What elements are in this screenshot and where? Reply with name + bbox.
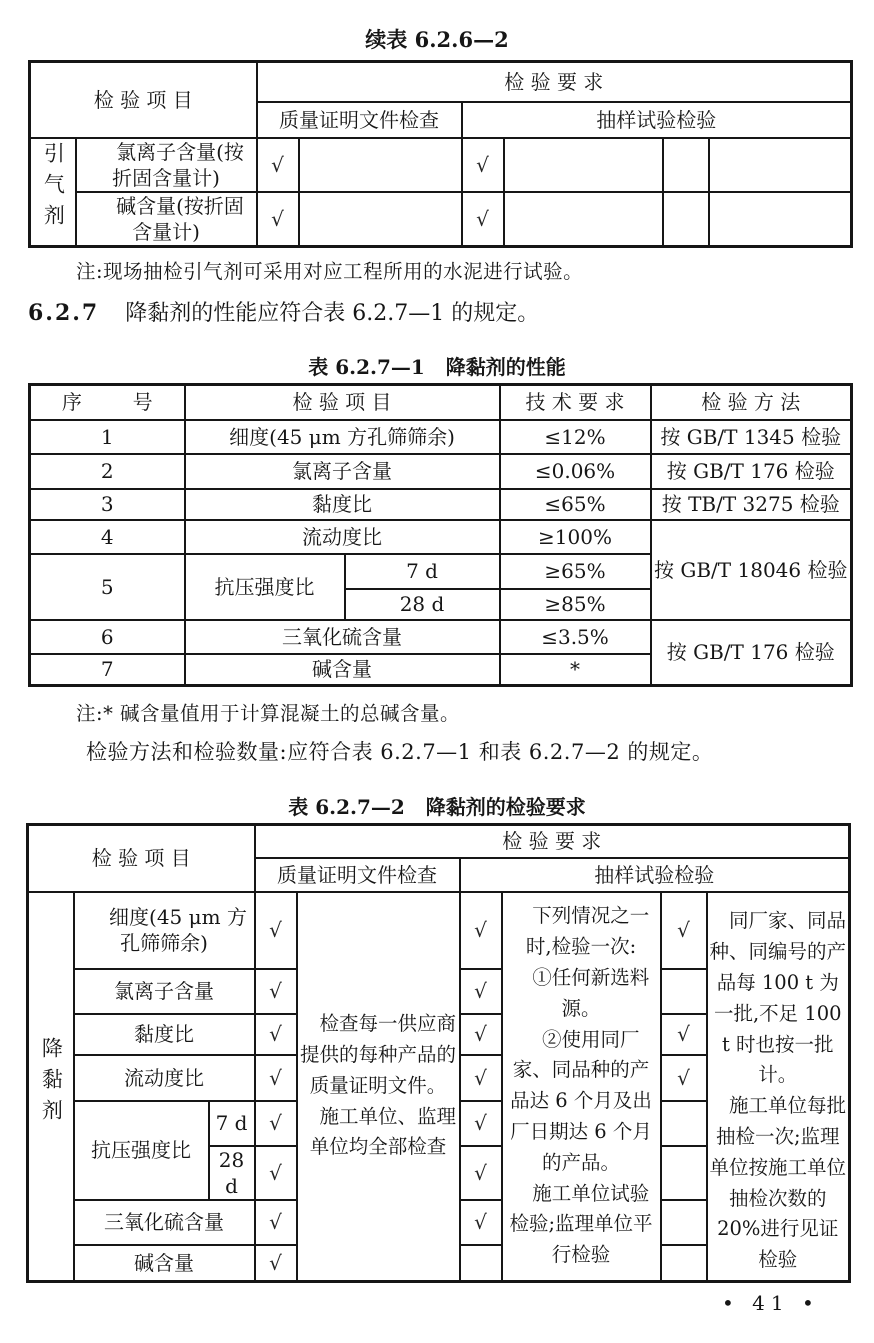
item-cell: 抗压强度比	[74, 1101, 209, 1200]
serial-cell: 6	[30, 620, 185, 654]
header-serial-no: 序 号	[30, 385, 185, 420]
item-cell: 流动度比	[185, 520, 500, 554]
header-doc-review: 质量证明文件检查	[255, 858, 460, 892]
header-sampling-test: 抽样试验检验	[460, 858, 850, 892]
serial-cell: 3	[30, 489, 185, 520]
empty-cell	[709, 192, 852, 247]
doc-check-mark: √	[255, 1055, 297, 1101]
doc-note-paragraph: 检查每一供应商提供的每种产品的质量证明文件。	[300, 1012, 457, 1097]
requirement-cell: ≥85%	[500, 589, 651, 620]
table-6-2-7-2-title: 表 6.2.7—2 降黏剂的检验要求	[288, 795, 586, 819]
age-cell: 28 d	[345, 589, 500, 620]
doc-note-paragraph: 施工单位、监理单位均全部检查	[309, 1104, 457, 1159]
table-6-2-6-2-continued	[28, 60, 853, 248]
item-cell: 氯离子含量	[74, 969, 255, 1014]
sampling-note-paragraph: ①任何新选料源。	[532, 966, 650, 1020]
age-cell: 7 d	[345, 554, 500, 589]
empty-cell	[299, 138, 462, 192]
item-cell: 黏度比	[185, 489, 500, 520]
sample-check-mark-2	[661, 969, 707, 1014]
requirement-cell: ≤12%	[500, 420, 651, 454]
serial-cell: 5	[30, 554, 185, 620]
sample-check-mark: √	[462, 138, 504, 192]
sample-check-mark-1	[460, 1245, 502, 1282]
header-inspection-requirement: 检 验 要 求	[257, 62, 852, 102]
continued-table-title: 续表 6.2.6—2	[365, 27, 509, 52]
sample-check-mark-1: √	[460, 892, 502, 969]
sampling-note-paragraph: 施工单位试验检验;监理单位平行检验	[509, 1181, 653, 1267]
serial-cell: 4	[30, 520, 185, 554]
item-cell: 碱含量(按折固含量计)	[76, 192, 257, 247]
header-sampling-test: 抽样试验检验	[462, 102, 852, 138]
sample-check-mark: √	[462, 192, 504, 247]
batch-note-paragraph: 施工单位每批抽检一次;监理单位按施工单位抽检次数的 20%进行见证检验	[709, 1094, 847, 1272]
item-cell: 细度(45 μm 方孔筛筛余)	[185, 420, 500, 454]
empty-cell	[504, 192, 663, 247]
header-doc-review: 质量证明文件检查	[257, 102, 462, 138]
group-label-air-entraining-agent: 引气剂	[30, 138, 76, 247]
sample-check-mark-1: √	[460, 1101, 502, 1146]
header-inspection-item: 检 验 项 目	[185, 385, 500, 420]
header-inspection-method: 检 验 方 法	[651, 385, 852, 420]
doc-check-mark: √	[255, 892, 297, 969]
header-inspection-requirement: 检 验 要 求	[255, 825, 850, 858]
method-cell: 按 GB/T 1345 检验	[651, 420, 852, 454]
requirement-cell: ≤3.5%	[500, 620, 651, 654]
doc-review-note-cell	[297, 892, 460, 1282]
method-cell-merged: 按 GB/T 18046 检验	[651, 520, 852, 620]
requirement-cell: ≥100%	[500, 520, 651, 554]
header-inspection-item: 检 验 项 目	[30, 62, 257, 138]
table-6-2-7-2	[26, 823, 851, 1283]
doc-check-mark: √	[255, 969, 297, 1014]
item-cell: 碱含量	[185, 654, 500, 686]
sample-check-mark-2	[661, 1200, 707, 1245]
empty-cell	[663, 138, 709, 192]
doc-check-mark: √	[255, 1101, 297, 1146]
empty-cell	[709, 138, 852, 192]
sample-check-mark-2: √	[661, 1014, 707, 1055]
age-cell: 7 d	[209, 1101, 255, 1146]
header-inspection-item: 检 验 项 目	[28, 825, 255, 892]
method-cell: 按 GB/T 176 检验	[651, 454, 852, 489]
doc-check-mark: √	[255, 1200, 297, 1245]
serial-cell: 7	[30, 654, 185, 686]
requirement-cell: *	[500, 654, 651, 686]
sample-check-mark-2: √	[661, 892, 707, 969]
doc-check-mark: √	[257, 192, 299, 247]
page-number: • 41 •	[722, 1291, 820, 1315]
empty-cell	[663, 192, 709, 247]
item-cell: 氯离子含量(按折固含量计)	[76, 138, 257, 192]
sampling-note-paragraph: ②使用同厂家、同品种的产品达 6 个月及出厂日期达 6 个月的产品。	[510, 1027, 652, 1174]
item-cell: 三氧化硫含量	[74, 1200, 255, 1245]
method-cell-merged: 按 GB/T 176 检验	[651, 620, 852, 686]
requirement-cell: ≤65%	[500, 489, 651, 520]
table-6-2-7-1	[28, 383, 853, 687]
section-number: 6.2.7	[28, 300, 100, 326]
sampling-frequency-note-cell	[502, 892, 661, 1282]
sample-check-mark-1: √	[460, 969, 502, 1014]
item-cell: 碱含量	[74, 1245, 255, 1282]
method-cell: 按 TB/T 3275 检验	[651, 489, 852, 520]
sample-check-mark-2	[661, 1101, 707, 1146]
table-note: 注:* 碱含量值用于计算混凝土的总碱含量。	[76, 702, 461, 725]
age-cell: 28 d	[209, 1146, 255, 1200]
item-cell: 抗压强度比	[185, 554, 345, 620]
table-note: 注:现场抽检引气剂可采用对应工程所用的水泥进行试验。	[76, 260, 584, 283]
doc-check-mark: √	[255, 1014, 297, 1055]
section-text: 降黏剂的性能应符合表 6.2.7—1 的规定。	[125, 301, 540, 326]
batch-note-paragraph: 同厂家、同品种、同编号的产品每 100 t 为一批,不足 100 t 时也按一批计。	[709, 909, 847, 1087]
requirement-cell: ≤0.06%	[500, 454, 651, 489]
item-cell: 黏度比	[74, 1014, 255, 1055]
doc-check-mark: √	[255, 1245, 297, 1282]
doc-check-mark: √	[257, 138, 299, 192]
sample-check-mark-1: √	[460, 1055, 502, 1101]
sample-check-mark-2: √	[661, 1055, 707, 1101]
sample-check-mark-2	[661, 1146, 707, 1200]
batch-rule-note-cell	[707, 892, 850, 1282]
sample-check-mark-1: √	[460, 1200, 502, 1245]
doc-check-mark: √	[255, 1146, 297, 1200]
item-cell: 三氧化硫含量	[185, 620, 500, 654]
sampling-note-paragraph: 下列情况之一时,检验一次:	[525, 904, 650, 959]
sample-check-mark-2	[661, 1245, 707, 1282]
body-paragraph: 检验方法和检验数量:应符合表 6.2.7—1 和表 6.2.7—2 的规定。	[86, 740, 714, 764]
section-6-2-7	[28, 296, 539, 327]
header-technical-requirement: 技 术 要 求	[500, 385, 651, 420]
requirement-cell: ≥65%	[500, 554, 651, 589]
sample-check-mark-1: √	[460, 1146, 502, 1200]
item-cell: 细度(45 μm 方孔筛筛余)	[74, 892, 255, 969]
table-6-2-7-1-title: 表 6.2.7—1 降黏剂的性能	[308, 355, 566, 379]
sample-check-mark-1: √	[460, 1014, 502, 1055]
item-cell: 流动度比	[74, 1055, 255, 1101]
serial-cell: 1	[30, 420, 185, 454]
group-label-viscosity-reducer: 降黏剂	[28, 892, 74, 1282]
empty-cell	[504, 138, 663, 192]
item-cell: 氯离子含量	[185, 454, 500, 489]
empty-cell	[299, 192, 462, 247]
serial-cell: 2	[30, 454, 185, 489]
